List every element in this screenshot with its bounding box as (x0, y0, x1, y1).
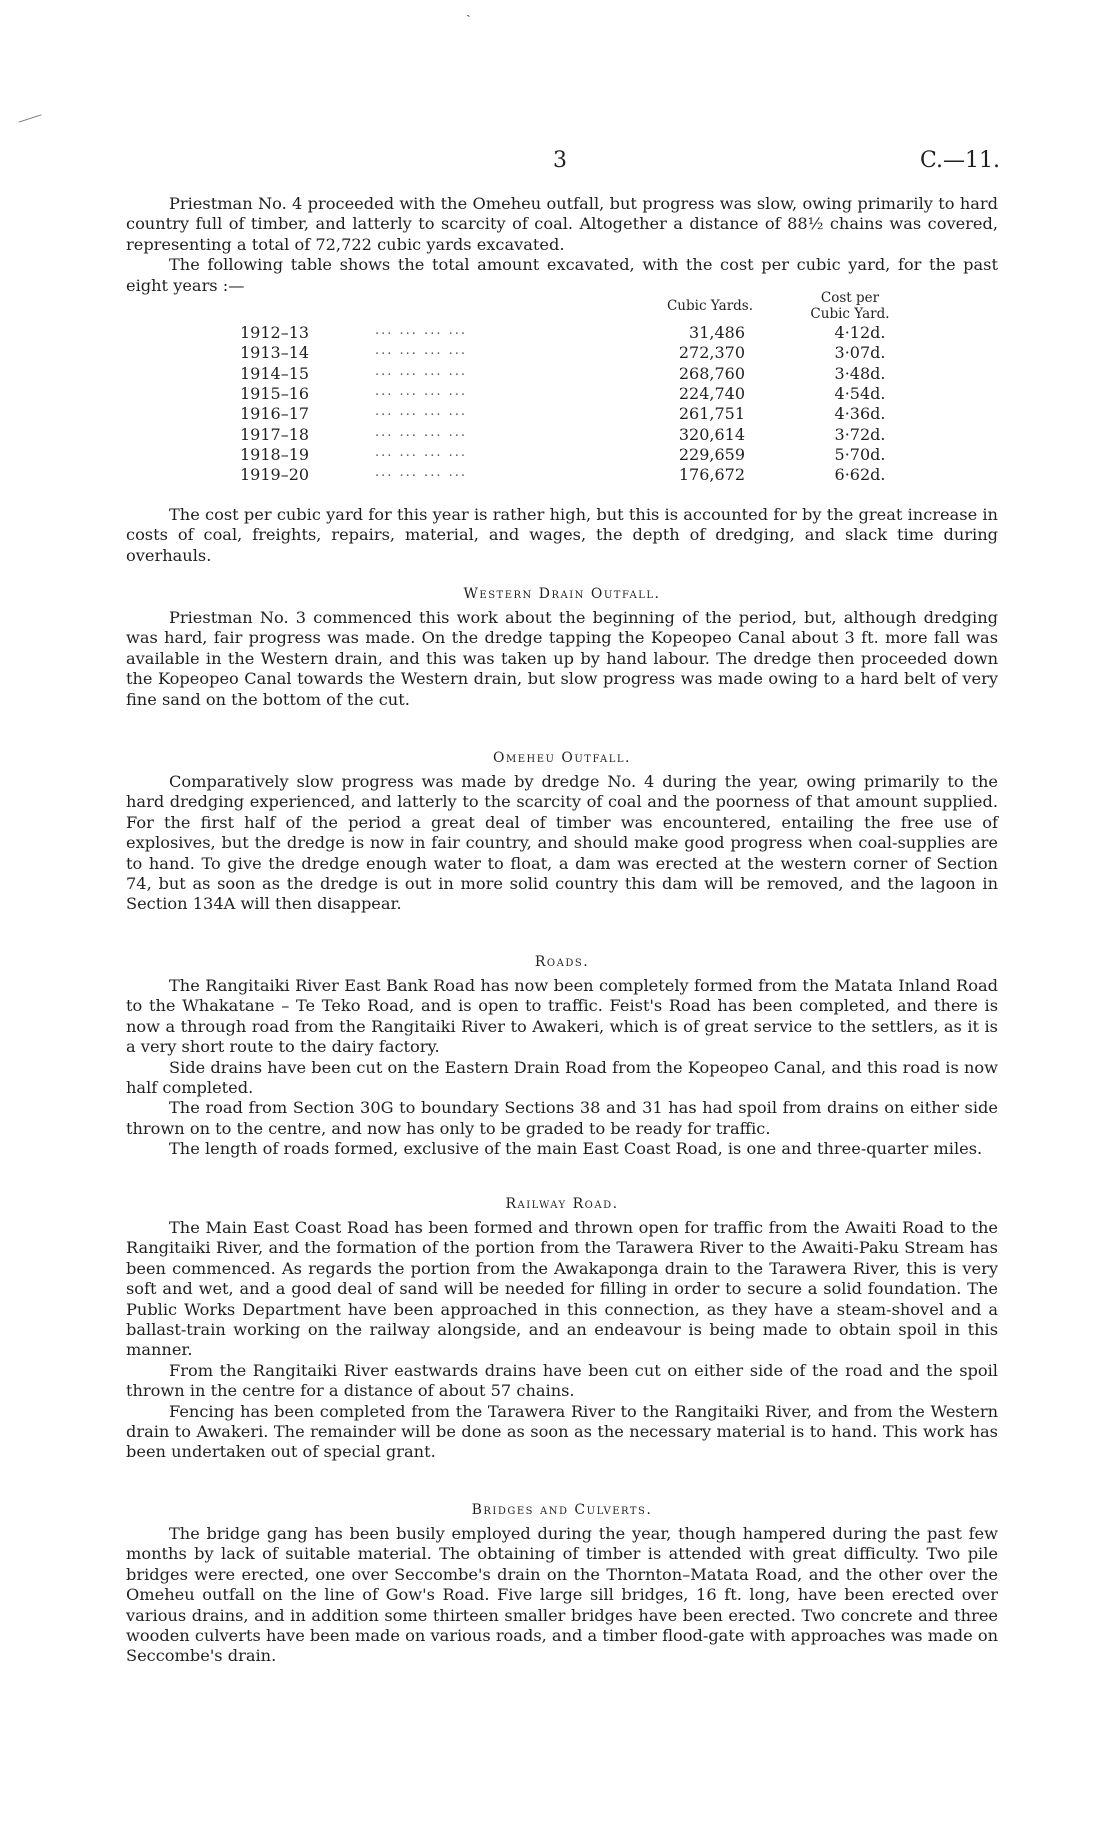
table-cell-cubic-yards: 31,486 (689, 323, 745, 342)
table-cell-cubic-yards: 261,751 (678, 404, 745, 424)
table-cell-year: 1914–15 (240, 363, 310, 383)
table-cell-cubic-yards: 272,370 (678, 343, 745, 363)
omeheu-outfall-paragraph: Comparatively slow progress was made by dredge No. 4 during the year, owing primarily to the hard dredging experienced, and latterly to the scarcity of coal and the poorness of that amount supplied. For the first half of the period a great deal of timber was encountered, entailing the free use of explosives, but the dredge is now in fair country, and should make good progress when coal-supplies are to hand. To give the dredge enough water to float, a dam was erected at the western corner of Section 74, but as soon as the dredge is out in more solid country this dam will be removed, and the lagoon in Section 134A will then disappear. (126, 772, 998, 914)
intro-paragraph-1: Priestman No. 4 proceeded with the Omeheu outfall, but progress was slow, owing primarily to hard country full of timber, and latterly to scarcity of coal. Altogether a distance of 88½ chains was covered, representing a total of 72,722 cubic yards excavated. (126, 194, 998, 254)
table-row (240, 343, 940, 363)
table-row (240, 445, 940, 465)
table-cell-leader-dots: ... ... ... ... (375, 404, 467, 420)
table-cell-cubic-yards: 224,740 (678, 383, 745, 403)
omeheu-outfall-heading: Omeheu Outfall. (492, 750, 631, 766)
table-row (240, 323, 940, 343)
scan-speck: ˏ (466, 2, 471, 18)
cost-explanation (126, 505, 998, 566)
page-number: 3 (553, 148, 567, 173)
table-cell-leader-dots: ... ... ... ... (375, 383, 467, 399)
railway-road-paragraph-1: The Main East Coast Road has been formed and thrown open for traffic from the Awaiti Road to the Rangitaiki River, and the formation of the portion from the Tarawera River to the Awaiti-Paku Stream has been commenced. As regards the portion from the Awakaponga drain to the Tarawera River, this is very soft and wet, and a good deal of sand will be needed for filling in order to secure a solid foundation. The Public Works Department have been approached in this connection, as they have a steam-shovel and a ballast-train working on the railway alongside, and an endeavour is being made to obtain spoil in this manner. (126, 1218, 998, 1360)
table-cell-cost: 3·07d. (834, 343, 886, 363)
western-drain-section (126, 608, 998, 710)
table-cell-cost: 3·72d. (834, 424, 886, 444)
roads-paragraph-2: Side drains have been cut on the Eastern Drain Road from the Kopeopeo Canal, and this road is now half completed. (126, 1057, 998, 1098)
railway-road-section (126, 1218, 998, 1463)
roads-paragraph-4: The length of roads formed, exclusive of the main East Coast Road, is one and three-quarter miles. (169, 1139, 983, 1159)
intro-paragraph-2: The following table shows the total amount excavated, with the cost per cubic yard, for the past eight years :— (126, 255, 998, 295)
table-cell-leader-dots: ... ... ... ... (375, 323, 467, 338)
omeheu-outfall-section (126, 772, 998, 915)
table-header-cost-line2: Cubic Yard. (810, 306, 890, 322)
table-row (240, 425, 940, 445)
table-cell-cost: 4·36d. (834, 404, 886, 424)
railway-road-paragraph-2: From the Rangitaiki River eastwards drains have been cut on either side of the road and the spoil thrown in the centre for a distance of about 57 chains. (126, 1360, 998, 1401)
table-row (240, 364, 940, 384)
table-cell-cost: 5·70d. (834, 444, 886, 464)
table-cell-year: 1918–19 (240, 444, 310, 464)
roads-paragraph-1: The Rangitaiki River East Bank Road has now been completely formed from the Matata Inland Road to the Whakatane – Te Teko Road, and is open to traffic. Feist's Road has been completed, and there is now a through road from the Rangitaiki River to Awakeri, which is of great service to the settlers, as it is a very short route to the dairy factory. (126, 976, 998, 1057)
intro-section (126, 194, 998, 296)
cost-explanation-paragraph: The cost per cubic yard for this year is rather high, but this is accounted for by the great increase in costs of coal, freights, repairs, material, and wages, the depth of dredging, and slack time during overhauls. (126, 505, 998, 565)
western-drain-heading: Western Drain Outfall. (463, 586, 661, 602)
bridges-culverts-heading: Bridges and Culverts. (471, 1502, 653, 1518)
table-row (240, 465, 940, 485)
table-cell-cubic-yards: 229,659 (678, 444, 745, 464)
roads-heading: Roads. (534, 954, 590, 970)
table-cell-year: 1915–16 (240, 383, 310, 403)
table-cell-leader-dots: ... ... ... ... (375, 363, 467, 379)
bridges-culverts-section (126, 1524, 998, 1667)
table-cell-year: 1912–13 (240, 323, 310, 342)
document-reference: C.—11. (920, 148, 1001, 173)
railway-road-paragraph-3: Fencing has been completed from the Tarawera River to the Rangitaiki River, and from the Western drain to Awakeri. The remainder will be done as soon as the necessary material is to hand. This work has been undertaken out of special grant. (126, 1401, 998, 1462)
bridges-culverts-paragraph: The bridge gang has been busily employed during the year, though hampered during the past few months by lack of suitable material. The obtaining of timber is attended with great difficulty. Two pile bridges were erected, one over Seccombe's drain on the Thornton–Matata Road, and the other over the Omeheu outfall on the line of Gow's Road. Five large sill bridges, 16 ft. long, have been erected over various drains, and in addition some thirteen smaller bridges have been erected. Two concrete and three wooden culverts have been made on various roads, and a timber flood-gate with approaches was made on Seccombe's drain. (126, 1524, 998, 1666)
table-cell-cost: 4·12d. (834, 323, 886, 342)
table-cell-year: 1917–18 (240, 424, 310, 444)
table-header-cost-line1: Cost per (820, 290, 880, 306)
table-cell-cost: 6·62d. (834, 465, 886, 485)
table-cell-cubic-yards: 176,672 (678, 465, 745, 485)
table-row (240, 404, 940, 424)
table-cell-cost: 4·54d. (834, 383, 886, 403)
table-cell-cubic-yards: 320,614 (678, 424, 745, 444)
table-cell-cubic-yards: 268,760 (678, 363, 745, 383)
roads-section (126, 976, 998, 1160)
table-cell-leader-dots: ... ... ... ... (375, 444, 467, 460)
table-cell-year: 1913–14 (240, 343, 310, 363)
table-cell-leader-dots: ... ... ... ... (375, 343, 467, 359)
table-row (240, 384, 940, 404)
table-cell-leader-dots: ... ... ... ... (375, 465, 467, 481)
table-cell-leader-dots: ... ... ... ... (375, 424, 467, 440)
table-header-yards: Cubic Yards. (666, 298, 754, 314)
railway-road-heading: Railway Road. (505, 1196, 619, 1212)
table-cell-year: 1919–20 (240, 465, 310, 485)
table-cell-cost: 3·48d. (834, 363, 886, 383)
western-drain-paragraph: Priestman No. 3 commenced this work about the beginning of the period, but, although dredging was hard, fair progress was made. On the dredge tapping the Kopeopeo Canal about 3 ft. more fall was available in the Western drain, and this was taken up by hand labour. The dredge then proceeded down the Kopeopeo Canal towards the Western drain, but slow progress was made owing to a hard belt of very fine sand on the bottom of the cut. (126, 608, 998, 709)
table-header-cost (800, 290, 900, 322)
table-cell-year: 1916–17 (240, 404, 310, 424)
roads-paragraph-3: The road from Section 30G to boundary Sections 38 and 31 has had spoil from drains on either side thrown on to the centre, and now has only to be graded to be ready for traffic. (126, 1098, 998, 1138)
scan-scratch (18, 114, 41, 122)
